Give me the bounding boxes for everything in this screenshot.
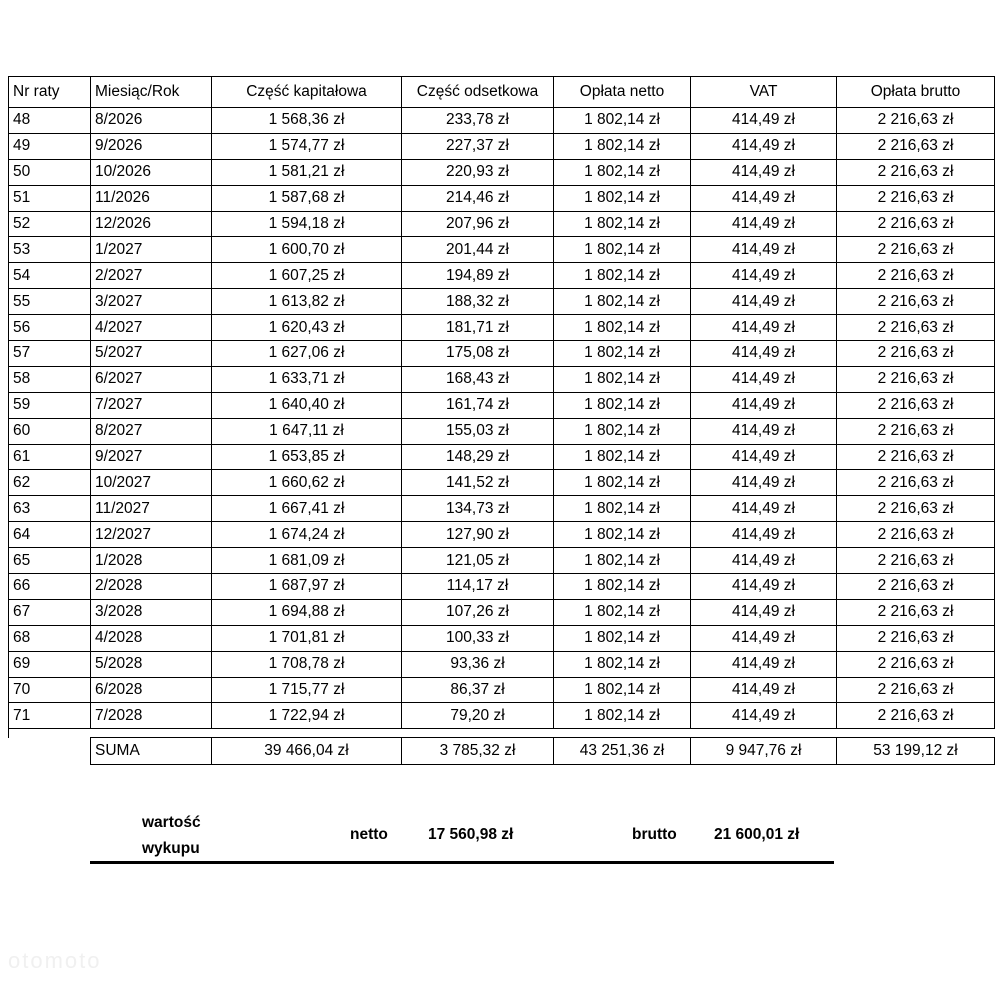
buyout-netto-label: netto — [350, 826, 388, 843]
cell-capital-part: 1 681,09 zł — [212, 548, 402, 574]
cell-gross-fee: 2 216,63 zł — [837, 289, 995, 315]
table-row — [9, 418, 995, 444]
cell-capital-part: 1 660,62 zł — [212, 470, 402, 496]
table-row — [9, 522, 995, 548]
cell-vat: 414,49 zł — [691, 599, 837, 625]
buyout-label-line1: wartość — [142, 814, 201, 831]
table-row — [9, 496, 995, 522]
cell-installment-no: 66 — [9, 574, 91, 600]
cell-vat: 414,49 zł — [691, 289, 837, 315]
cell-installment-no: 56 — [9, 315, 91, 341]
cell-installment-no: 59 — [9, 392, 91, 418]
cell-month-year: 6/2028 — [91, 677, 212, 703]
col-header-capital-part: Część kapitałowa — [212, 77, 402, 108]
cell-capital-part: 1 581,21 zł — [212, 159, 402, 185]
cell-installment-no: 55 — [9, 289, 91, 315]
cell-vat: 414,49 zł — [691, 237, 837, 263]
cell-capital-part: 1 613,82 zł — [212, 289, 402, 315]
cell-vat: 414,49 zł — [691, 625, 837, 651]
cell-interest-part: 181,71 zł — [402, 315, 554, 341]
cell-net-fee: 1 802,14 zł — [554, 133, 691, 159]
cell-vat: 414,49 zł — [691, 211, 837, 237]
cell-vat: 414,49 zł — [691, 133, 837, 159]
cell-interest-part: 194,89 zł — [402, 263, 554, 289]
cell-capital-part: 1 640,40 zł — [212, 392, 402, 418]
cell-installment-no: 57 — [9, 341, 91, 367]
cell-vat: 414,49 zł — [691, 341, 837, 367]
cell-interest-part: 214,46 zł — [402, 185, 554, 211]
cell-net-fee: 1 802,14 zł — [554, 289, 691, 315]
cell-installment-no: 58 — [9, 366, 91, 392]
cell-capital-part: 1 701,81 zł — [212, 625, 402, 651]
cell-net-fee: 1 802,14 zł — [554, 418, 691, 444]
buyout-value-section — [90, 806, 834, 864]
cell-installment-no: 61 — [9, 444, 91, 470]
cell-net-fee: 1 802,14 zł — [554, 315, 691, 341]
cell-net-fee: 1 802,14 zł — [554, 211, 691, 237]
cell-net-fee: 1 802,14 zł — [554, 548, 691, 574]
col-header-vat: VAT — [691, 77, 837, 108]
cell-vat: 414,49 zł — [691, 263, 837, 289]
table-body — [9, 108, 995, 729]
cell-gross-fee: 2 216,63 zł — [837, 392, 995, 418]
cell-interest-part: 86,37 zł — [402, 677, 554, 703]
cell-net-fee: 1 802,14 zł — [554, 263, 691, 289]
cell-installment-no: 50 — [9, 159, 91, 185]
col-header-net-fee: Opłata netto — [554, 77, 691, 108]
cell-gross-fee: 2 216,63 zł — [837, 237, 995, 263]
cell-interest-part: 188,32 zł — [402, 289, 554, 315]
sum-label: SUMA — [91, 738, 212, 765]
cell-interest-part: 121,05 zł — [402, 548, 554, 574]
buyout-brutto-label: brutto — [632, 826, 677, 843]
cell-vat: 414,49 zł — [691, 366, 837, 392]
cell-interest-part: 227,37 zł — [402, 133, 554, 159]
cell-month-year: 6/2027 — [91, 366, 212, 392]
table-row — [9, 625, 995, 651]
cell-net-fee: 1 802,14 zł — [554, 341, 691, 367]
cell-interest-part: 141,52 zł — [402, 470, 554, 496]
table-row — [9, 108, 995, 134]
cell-gross-fee: 2 216,63 zł — [837, 315, 995, 341]
cell-net-fee: 1 802,14 zł — [554, 703, 691, 729]
cell-installment-no: 67 — [9, 599, 91, 625]
cell-vat: 414,49 zł — [691, 159, 837, 185]
cell-interest-part: 233,78 zł — [402, 108, 554, 134]
table-row — [9, 651, 995, 677]
sum-gross: 53 199,12 zł — [837, 738, 995, 765]
cell-month-year: 3/2027 — [91, 289, 212, 315]
cell-interest-part: 161,74 zł — [402, 392, 554, 418]
cell-capital-part: 1 574,77 zł — [212, 133, 402, 159]
cell-month-year: 1/2027 — [91, 237, 212, 263]
table-row — [9, 211, 995, 237]
cell-net-fee: 1 802,14 zł — [554, 444, 691, 470]
cell-capital-part: 1 633,71 zł — [212, 366, 402, 392]
cell-month-year: 4/2027 — [91, 315, 212, 341]
table-row — [9, 159, 995, 185]
cell-installment-no: 62 — [9, 470, 91, 496]
col-header-gross-fee: Opłata brutto — [837, 77, 995, 108]
cell-month-year: 3/2028 — [91, 599, 212, 625]
cell-capital-part: 1 607,25 zł — [212, 263, 402, 289]
cell-gross-fee: 2 216,63 zł — [837, 548, 995, 574]
cell-vat: 414,49 zł — [691, 548, 837, 574]
cell-net-fee: 1 802,14 zł — [554, 651, 691, 677]
cell-vat: 414,49 zł — [691, 522, 837, 548]
cell-vat: 414,49 zł — [691, 418, 837, 444]
cell-interest-part: 155,03 zł — [402, 418, 554, 444]
cell-vat: 414,49 zł — [691, 185, 837, 211]
table-row — [9, 341, 995, 367]
cell-net-fee: 1 802,14 zł — [554, 677, 691, 703]
cell-interest-part: 127,90 zł — [402, 522, 554, 548]
cell-gross-fee: 2 216,63 zł — [837, 470, 995, 496]
cell-month-year: 5/2028 — [91, 651, 212, 677]
col-header-month-year: Miesiąc/Rok — [91, 77, 212, 108]
cell-interest-part: 100,33 zł — [402, 625, 554, 651]
cell-installment-no: 54 — [9, 263, 91, 289]
col-header-interest-part: Część odsetkowa — [402, 77, 554, 108]
cell-installment-no: 51 — [9, 185, 91, 211]
cell-month-year: 7/2027 — [91, 392, 212, 418]
table-row — [9, 703, 995, 729]
cell-capital-part: 1 694,88 zł — [212, 599, 402, 625]
cell-gross-fee: 2 216,63 zł — [837, 133, 995, 159]
cell-net-fee: 1 802,14 zł — [554, 599, 691, 625]
cell-vat: 414,49 zł — [691, 574, 837, 600]
table-row — [9, 599, 995, 625]
sum-interest: 3 785,32 zł — [402, 738, 554, 765]
sum-capital: 39 466,04 zł — [212, 738, 402, 765]
watermark: otomoto — [8, 948, 102, 973]
table-row — [9, 677, 995, 703]
cell-capital-part: 1 653,85 zł — [212, 444, 402, 470]
cell-interest-part: 107,26 zł — [402, 599, 554, 625]
cell-net-fee: 1 802,14 zł — [554, 392, 691, 418]
cell-installment-no: 53 — [9, 237, 91, 263]
cell-vat: 414,49 zł — [691, 496, 837, 522]
cell-net-fee: 1 802,14 zł — [554, 522, 691, 548]
cell-net-fee: 1 802,14 zł — [554, 237, 691, 263]
cell-gross-fee: 2 216,63 zł — [837, 625, 995, 651]
cell-month-year: 2/2027 — [91, 263, 212, 289]
cell-installment-no: 69 — [9, 651, 91, 677]
cell-vat: 414,49 zł — [691, 444, 837, 470]
cell-month-year: 10/2027 — [91, 470, 212, 496]
cell-month-year: 10/2026 — [91, 159, 212, 185]
cell-installment-no: 48 — [9, 108, 91, 134]
cell-gross-fee: 2 216,63 zł — [837, 108, 995, 134]
table-row — [9, 444, 995, 470]
buyout-brutto-value: 21 600,01 zł — [714, 826, 800, 843]
cell-vat: 414,49 zł — [691, 677, 837, 703]
table-row — [9, 185, 995, 211]
cell-gross-fee: 2 216,63 zł — [837, 185, 995, 211]
header-row — [9, 77, 995, 108]
col-header-installment-no: Nr raty — [9, 77, 91, 108]
cell-capital-part: 1 687,97 zł — [212, 574, 402, 600]
cell-gross-fee: 2 216,63 zł — [837, 341, 995, 367]
lease-schedule — [8, 76, 995, 765]
cell-capital-part: 1 674,24 zł — [212, 522, 402, 548]
table-row — [9, 366, 995, 392]
table-row — [9, 237, 995, 263]
cell-month-year: 9/2027 — [91, 444, 212, 470]
cell-capital-part: 1 620,43 zł — [212, 315, 402, 341]
table-row — [9, 548, 995, 574]
sum-net: 43 251,36 zł — [554, 738, 691, 765]
cell-capital-part: 1 594,18 zł — [212, 211, 402, 237]
cell-interest-part: 207,96 zł — [402, 211, 554, 237]
cell-installment-no: 63 — [9, 496, 91, 522]
cell-vat: 414,49 zł — [691, 392, 837, 418]
cell-capital-part: 1 715,77 zł — [212, 677, 402, 703]
cell-vat: 414,49 zł — [691, 703, 837, 729]
cell-month-year: 8/2026 — [91, 108, 212, 134]
cell-installment-no: 71 — [9, 703, 91, 729]
cell-interest-part: 168,43 zł — [402, 366, 554, 392]
cell-installment-no: 52 — [9, 211, 91, 237]
cell-month-year: 12/2027 — [91, 522, 212, 548]
buyout-label-line2: wykupu — [142, 840, 200, 857]
cell-month-year: 9/2026 — [91, 133, 212, 159]
cell-interest-part: 114,17 zł — [402, 574, 554, 600]
cell-capital-part: 1 587,68 zł — [212, 185, 402, 211]
cell-capital-part: 1 708,78 zł — [212, 651, 402, 677]
cell-vat: 414,49 zł — [691, 108, 837, 134]
cell-capital-part: 1 667,41 zł — [212, 496, 402, 522]
buyout-label — [142, 810, 222, 862]
cell-month-year: 7/2028 — [91, 703, 212, 729]
table-row — [9, 315, 995, 341]
cell-vat: 414,49 zł — [691, 651, 837, 677]
buyout-netto-value: 17 560,98 zł — [428, 826, 514, 843]
cell-capital-part: 1 568,36 zł — [212, 108, 402, 134]
table-row — [9, 470, 995, 496]
table-row — [9, 263, 995, 289]
cell-gross-fee: 2 216,63 zł — [837, 703, 995, 729]
cell-gross-fee: 2 216,63 zł — [837, 496, 995, 522]
table-row — [9, 392, 995, 418]
cell-gross-fee: 2 216,63 zł — [837, 574, 995, 600]
cell-capital-part: 1 600,70 zł — [212, 237, 402, 263]
cell-installment-no: 60 — [9, 418, 91, 444]
installment-table — [8, 76, 995, 765]
cell-gross-fee: 2 216,63 zł — [837, 159, 995, 185]
cell-net-fee: 1 802,14 zł — [554, 159, 691, 185]
table-row — [9, 574, 995, 600]
cell-net-fee: 1 802,14 zł — [554, 496, 691, 522]
cell-month-year: 4/2028 — [91, 625, 212, 651]
cell-month-year: 11/2027 — [91, 496, 212, 522]
sum-row — [9, 738, 995, 765]
cell-net-fee: 1 802,14 zł — [554, 574, 691, 600]
cell-gross-fee: 2 216,63 zł — [837, 418, 995, 444]
cell-capital-part: 1 722,94 zł — [212, 703, 402, 729]
cell-vat: 414,49 zł — [691, 470, 837, 496]
cell-gross-fee: 2 216,63 zł — [837, 677, 995, 703]
cell-gross-fee: 2 216,63 zł — [837, 444, 995, 470]
cell-month-year: 8/2027 — [91, 418, 212, 444]
cell-gross-fee: 2 216,63 zł — [837, 599, 995, 625]
cell-gross-fee: 2 216,63 zł — [837, 211, 995, 237]
sum-vat: 9 947,76 zł — [691, 738, 837, 765]
cell-capital-part: 1 627,06 zł — [212, 341, 402, 367]
cell-installment-no: 64 — [9, 522, 91, 548]
cell-month-year: 5/2027 — [91, 341, 212, 367]
cell-interest-part: 220,93 zł — [402, 159, 554, 185]
cell-gross-fee: 2 216,63 zł — [837, 522, 995, 548]
cell-installment-no: 49 — [9, 133, 91, 159]
cell-month-year: 1/2028 — [91, 548, 212, 574]
cell-interest-part: 175,08 zł — [402, 341, 554, 367]
cell-installment-no: 68 — [9, 625, 91, 651]
table-row — [9, 133, 995, 159]
cell-gross-fee: 2 216,63 zł — [837, 651, 995, 677]
cell-interest-part: 79,20 zł — [402, 703, 554, 729]
cell-month-year: 11/2026 — [91, 185, 212, 211]
cell-interest-part: 201,44 zł — [402, 237, 554, 263]
cell-gross-fee: 2 216,63 zł — [837, 366, 995, 392]
cell-net-fee: 1 802,14 zł — [554, 625, 691, 651]
cell-net-fee: 1 802,14 zł — [554, 185, 691, 211]
cell-gross-fee: 2 216,63 zł — [837, 263, 995, 289]
cell-interest-part: 93,36 zł — [402, 651, 554, 677]
cell-net-fee: 1 802,14 zł — [554, 108, 691, 134]
cell-interest-part: 134,73 zł — [402, 496, 554, 522]
cell-net-fee: 1 802,14 zł — [554, 366, 691, 392]
table-row — [9, 289, 995, 315]
cell-installment-no: 65 — [9, 548, 91, 574]
cell-net-fee: 1 802,14 zł — [554, 470, 691, 496]
cell-month-year: 12/2026 — [91, 211, 212, 237]
cell-capital-part: 1 647,11 zł — [212, 418, 402, 444]
cell-installment-no: 70 — [9, 677, 91, 703]
cell-vat: 414,49 zł — [691, 315, 837, 341]
cell-month-year: 2/2028 — [91, 574, 212, 600]
cell-interest-part: 148,29 zł — [402, 444, 554, 470]
